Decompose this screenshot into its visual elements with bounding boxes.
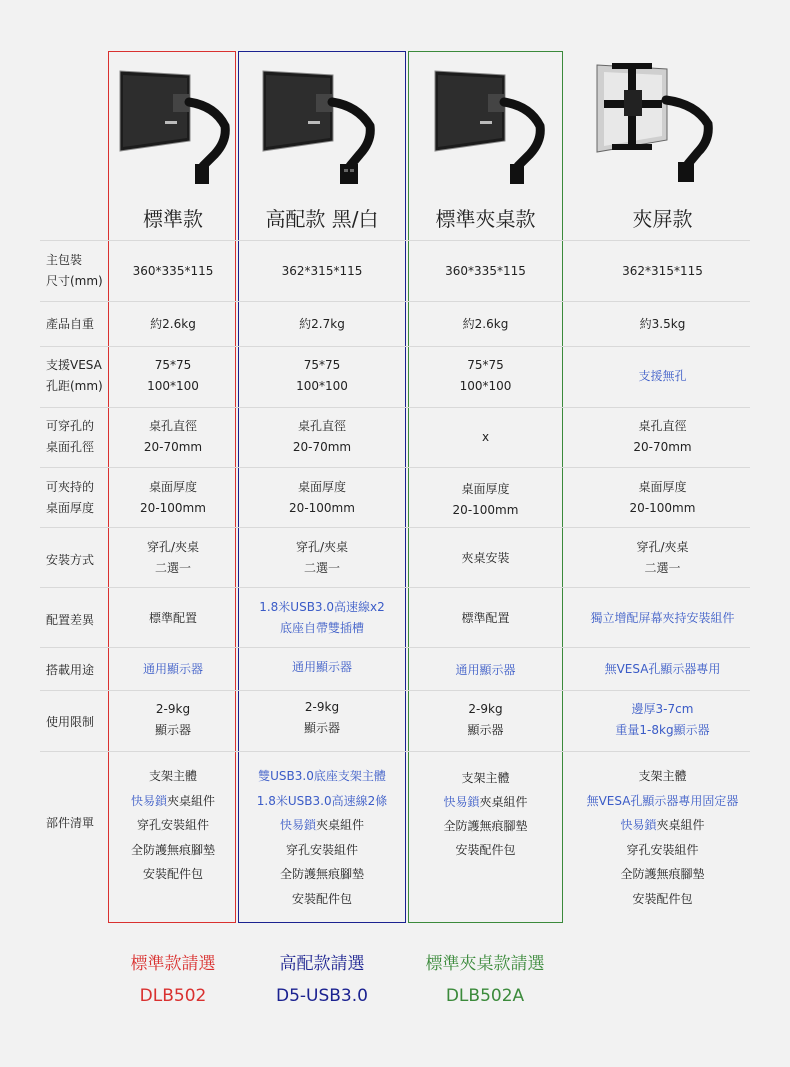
- cell-config: 標準配置: [148, 611, 197, 625]
- model-clamp: DLB502A: [445, 986, 525, 1006]
- choose-standard: 標準款請選: [130, 954, 216, 974]
- monitor-arm-icon: [430, 66, 550, 191]
- row-label-package-size: 主包裝 尺寸(mm): [46, 253, 103, 288]
- row-divider: [40, 407, 750, 408]
- row-divider: [40, 346, 750, 347]
- row-label-weight: 產品自重: [46, 317, 95, 331]
- row-label-usage: 搭載用途: [46, 663, 95, 677]
- product-title-standard: 標準款: [143, 207, 203, 231]
- cell-usage: 通用顯示器: [291, 660, 352, 674]
- cell-desk-hole: 桌孔直徑 20-70mm: [292, 419, 352, 454]
- cell-config: 標準配置: [461, 611, 510, 625]
- cell-desk-thickness: 桌面厚度 20-100mm: [629, 480, 696, 515]
- cell-usage: 通用顯示器: [455, 663, 516, 677]
- cell-install: 夾桌安裝: [461, 551, 510, 565]
- choose-clamp: 標準夾桌款請選: [425, 954, 545, 974]
- row-divider: [40, 467, 750, 468]
- row-label-config: 配置差異: [46, 613, 95, 627]
- cell-package-size: 362*315*115: [622, 264, 703, 278]
- row-divider: [40, 587, 750, 588]
- cell-install: 穿孔/夾桌 二選一: [146, 540, 200, 575]
- row-label-desk-hole: 可穿孔的 桌面孔徑: [46, 419, 95, 454]
- cell-parts-clamp: 支架主體 快易鎖夾桌組件 全防護無痕腳墊 安裝配件包: [443, 771, 528, 857]
- row-divider: [40, 647, 750, 648]
- cell-weight: 約2.7kg: [299, 317, 345, 331]
- cell-weight: 約2.6kg: [150, 317, 196, 331]
- cell-limits: 2-9kg 顯示器: [303, 700, 340, 735]
- cell-parts-screen-clamp: 支架主體 無VESA孔顯示器專用固定器 快易鎖夾桌組件 穿孔安裝組件 全防護無痕腳墊 安裝配件包: [586, 769, 739, 906]
- cell-package-size: 362*315*115: [281, 264, 363, 278]
- cell-desk-thickness: 桌面厚度 20-100mm: [140, 480, 206, 515]
- row-divider: [40, 301, 750, 302]
- product-title-premium: 高配款 黑/白: [265, 207, 379, 231]
- row-divider: [40, 751, 750, 752]
- cell-vesa: 75*75 100*100: [296, 358, 348, 393]
- cell-usage: 通用顯示器: [142, 662, 203, 676]
- cell-limits: 2-9kg 顯示器: [154, 702, 191, 737]
- cell-parts-standard: 支架主體 快易鎖夾桌組件 穿孔安裝組件 全防護無痕腳墊 安裝配件包: [130, 769, 216, 881]
- monitor-arm-icon: [115, 66, 235, 191]
- cell-package-size: 360*335*115: [132, 264, 214, 278]
- cell-desk-thickness: 桌面厚度 20-100mm: [452, 482, 519, 517]
- cell-desk-hole: x: [481, 430, 490, 444]
- product-title-screen-clamp: 夾屏款: [632, 207, 693, 231]
- cell-config: 獨立增配屏幕夾持安裝組件: [590, 611, 735, 625]
- row-divider: [40, 527, 750, 528]
- row-divider: [40, 240, 750, 241]
- cell-package-size: 360*335*115: [445, 264, 526, 278]
- row-label-install: 安裝方式: [46, 553, 95, 567]
- cell-limits: 邊厚3-7cm 重量1-8kg顯示器: [615, 702, 710, 737]
- row-divider: [40, 690, 750, 691]
- cell-weight: 約3.5kg: [639, 317, 686, 331]
- row-label-limits: 使用限制: [46, 715, 95, 729]
- clamp-monitor-arm-icon: [592, 60, 722, 190]
- cell-vesa: 支援無孔: [638, 369, 687, 383]
- model-premium: D5-USB3.0: [276, 986, 368, 1006]
- cell-vesa: 75*75 100*100: [459, 358, 512, 393]
- cell-parts-premium: 雙USB3.0底座支架主體 1.8米USB3.0高速線2條 快易鎖夾桌組件 穿孔安裝組件 全防護無痕腳墊 安裝配件包: [256, 769, 388, 906]
- row-label-parts: 部件清單: [46, 816, 95, 830]
- cell-usage: 無VESA孔顯示器專用: [604, 662, 721, 676]
- cell-desk-thickness: 桌面厚度 20-100mm: [289, 480, 355, 515]
- cell-limits: 2-9kg 顯示器: [467, 702, 504, 737]
- cell-vesa: 75*75 100*100: [147, 358, 199, 393]
- row-label-desk-thickness: 可夾持的 桌面厚度: [46, 480, 95, 515]
- cell-install: 穿孔/夾桌 二選一: [295, 540, 349, 575]
- cell-config: 1.8米USB3.0高速線x2 底座自帶雙插槽: [259, 600, 385, 635]
- choose-premium: 高配款請選: [279, 954, 365, 974]
- model-standard: DLB502: [139, 986, 207, 1006]
- product-title-clamp: 標準夾桌款: [435, 207, 536, 231]
- cell-install: 穿孔/夾桌 二選一: [636, 540, 689, 575]
- cell-desk-hole: 桌孔直徑 20-70mm: [633, 419, 692, 454]
- cell-weight: 約2.6kg: [462, 317, 509, 331]
- cell-desk-hole: 桌孔直徑 20-70mm: [143, 419, 203, 454]
- row-label-vesa: 支援VESA 孔距(mm): [46, 358, 103, 393]
- monitor-arm-icon: [258, 66, 378, 191]
